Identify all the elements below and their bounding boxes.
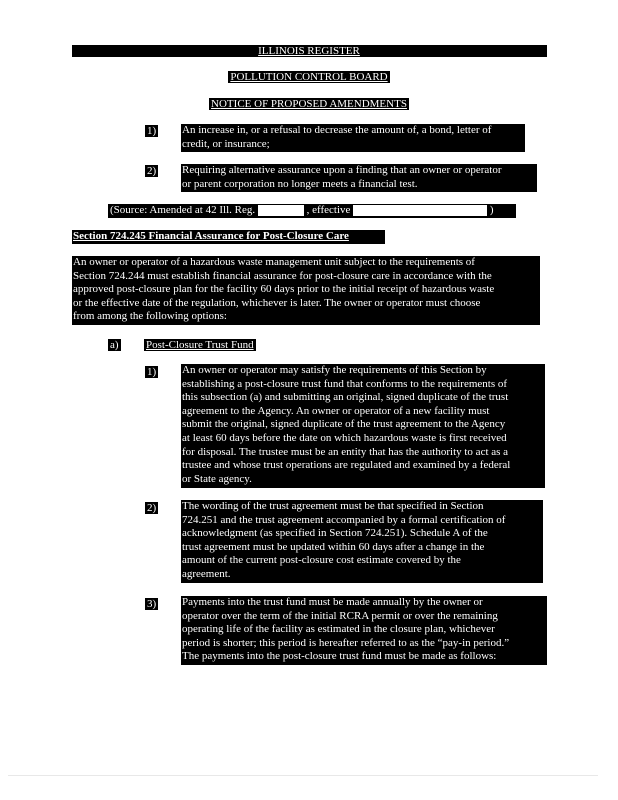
item-1-number: 1) [147,366,157,378]
intro-paragraph: An owner or operator of a hazardous waste management unit subject to the requirements of Section 724.244 must establish financial assurance for post-closure care in accordance with the approved post-closure plan for the facility 60 days prior to the initial receipt of hazardous waste or the effective date of the regulation, whichever is later. The owner or operator must choose from among the following options: [72,256,540,325]
item-3-text: Payments into the trust fund must be made annually by the owner or operator over the term of the initial RCRA permit or over the remaining operating life of the facility as estimated in the closure plan, whichever period is shorter; this period is hereafter referred to as the “pay-in period.” The payments into the post-closure trust fund must be made as follows: [181,596,547,665]
source-note: (Source: Amended at 42 Ill. Reg. , effective ) [108,204,516,218]
subsection-label: a) [110,339,119,351]
board-title: POLLUTION CONTROL BOARD [230,71,388,83]
list-top-1-text: An increase in, or a refusal to decrease the amount of, a bond, letter of credit, or insurance; [181,124,525,152]
item-2-text: The wording of the trust agreement must be that specified in Section 724.251 and the trust agreement accompanied by a formal certification of acknowledgment (as specified in Section 724.251). Schedule A of the trust agreement must be updated within 60 days after a change in the amount of the current post-closure cost estimate covered by the agreement. [181,500,543,583]
item-3-number: 3) [147,598,157,610]
section-heading: Section 724.245 Financial Assurance for Post-Closure Care [72,230,385,244]
item-2-number: 2) [147,502,157,514]
subsection-title: Post-Closure Trust Fund [146,339,254,351]
notice-title: NOTICE OF PROPOSED AMENDMENTS [211,98,407,110]
register-title: ILLINOIS REGISTER [258,45,360,57]
list-top-2-text: Requiring alternative assurance upon a finding that an owner or operator or parent corporation no longer meets a financial test. [181,164,537,192]
list-top-2-number: 2) [147,165,157,177]
page-bottom-rule [8,775,598,776]
item-1-text: An owner or operator may satisfy the requirements of this Section by establishing a post-closure trust fund that conforms to the requirements of this subsection (a) and submitting an original, signed duplicate of the trust agreement to the Agency. An owner or operator of a new facility must submit the original, signed duplicate of the trust agreement to the Agency at least 60 days before the date on which hazardous waste is first received for disposal. The trustee must be an entity that has the authority to act as a trustee and whose trust operations are regulated and examined by a federal or State agency. [181,364,545,488]
list-top-1-number: 1) [147,125,157,137]
